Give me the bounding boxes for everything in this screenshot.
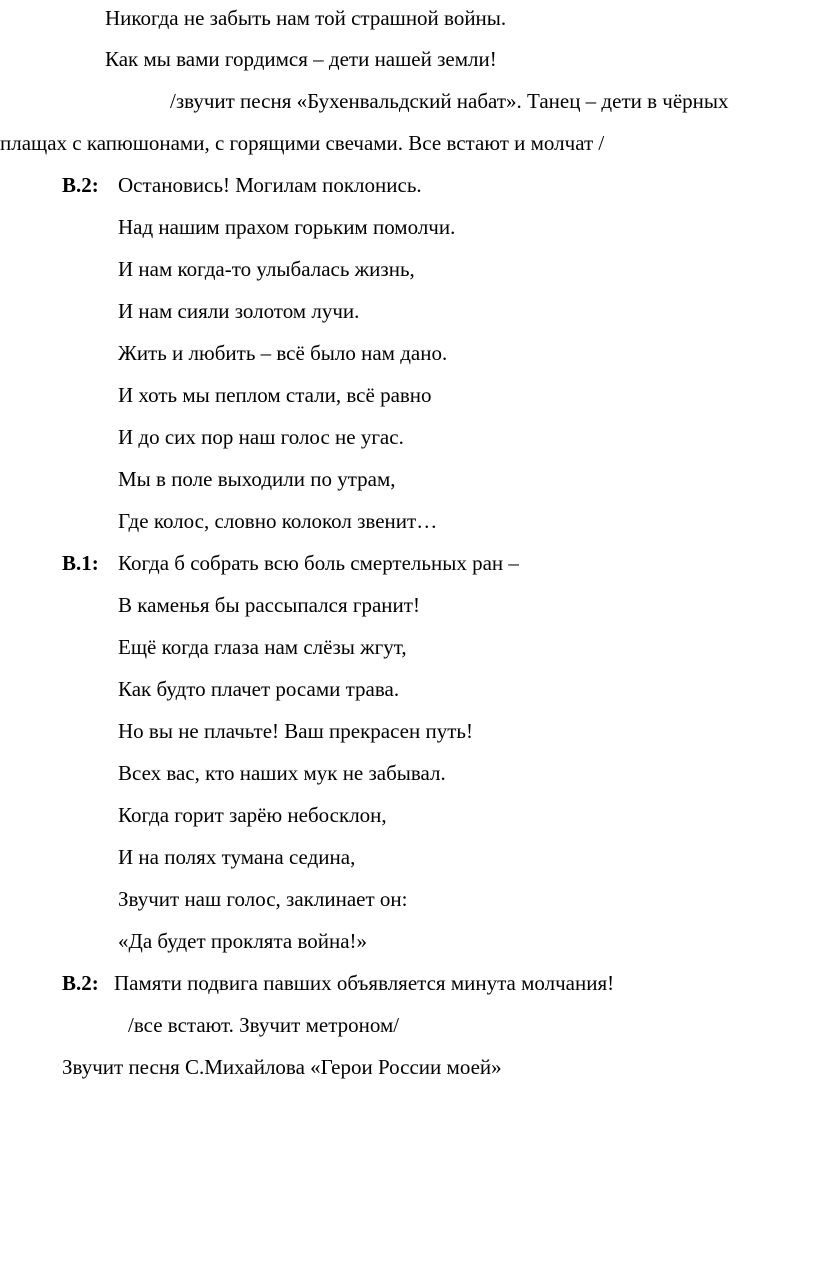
speaker-label: В.2: (62, 173, 99, 197)
verse-line: «Да будет проклята война!» (118, 929, 368, 953)
verse-line: Но вы не плачьте! Ваш прекрасен путь! (118, 719, 473, 743)
speaker-label: В.1: (62, 551, 99, 575)
verse-line: И на полях тумана седина, (118, 845, 356, 869)
verse-line: В каменья бы рассыпался гранит! (118, 593, 420, 617)
stage-direction-line: плащах с капюшонами, с горящими свечами. Все встают и молчат / (0, 131, 605, 155)
intro-line: Как мы вами гордимся – дети нашей земли! (105, 47, 497, 71)
verse-line: Всех вас, кто наших мук не забывал. (118, 761, 446, 785)
announcement-line: Памяти подвига павших объявляется минута молчания! (114, 971, 615, 995)
verse-line: Мы в поле выходили по утрам, (118, 467, 396, 491)
verse-line: Где колос, словно колокол звенит… (118, 509, 438, 533)
verse-line: Над нашим прахом горьким помолчи. (118, 215, 456, 239)
closing-line: Звучит песня С.Михайлова «Герои России моей» (62, 1055, 502, 1079)
intro-line: Никогда не забыть нам той страшной войны. (105, 6, 507, 30)
verse-line: И нам сияли золотом лучи. (118, 299, 360, 323)
verse-line: Когда горит зарёю небосклон, (118, 803, 387, 827)
verse-line: И до сих пор наш голос не угас. (118, 425, 404, 449)
verse-line: Как будто плачет росами трава. (118, 677, 400, 701)
verse-line: Жить и любить – всё было нам дано. (118, 341, 448, 365)
speaker-label: В.2: (62, 971, 99, 995)
verse-line: И хоть мы пеплом стали, всё равно (118, 383, 432, 407)
verse-line: И нам когда-то улыбалась жизнь, (118, 257, 415, 281)
stage-direction-line: /все встают. Звучит метроном/ (128, 1013, 400, 1037)
verse-line: Когда б собрать всю боль смертельных ран – (118, 551, 519, 575)
verse-line: Ещё когда глаза нам слёзы жгут, (118, 635, 407, 659)
stage-direction-line: /звучит песня «Бухенвальдский набат». Танец – дети в чёрных (170, 89, 729, 113)
verse-line: Звучит наш голос, заклинает он: (118, 887, 408, 911)
verse-line: Остановись! Могилам поклонись. (118, 173, 422, 197)
